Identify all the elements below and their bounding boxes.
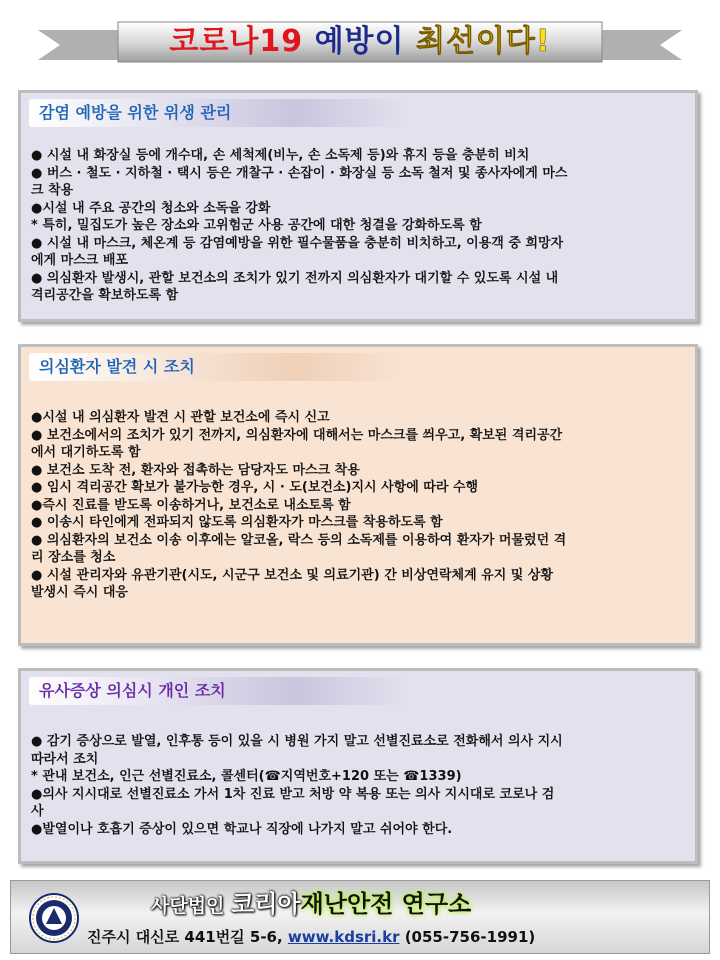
section-line: ●시설 내 의심환자 발견 시 관할 보건소에 즉시 신고 — [31, 410, 330, 425]
section-line: ● 시설 관리자와 유관기관(시도, 시군구 보건소 및 의료기관) 간 비상연락체계 유지 및 상황 — [31, 567, 554, 583]
kdsri-emblem-icon — [29, 893, 79, 943]
section-line: ●시설 내 주요 공간의 청소와 소독을 강화 — [31, 200, 271, 216]
title-banner — [38, 20, 682, 64]
section-line: ● 감기 증상으로 발열, 인후통 등이 있을 시 병원 가지 말고 선별진료소로 전화해서 의사 지시 — [31, 734, 563, 749]
org-name — [151, 887, 711, 921]
section-heading: 유사증상 의심시 개인 조치 — [29, 677, 409, 705]
section-line: ●즉시 진료를 받도록 이송하거나, 보건소로 내소토록 함 — [31, 497, 351, 513]
section-line: 리 장소를 청소 — [31, 550, 116, 565]
section-line: 에게 마스크 배포 — [31, 253, 128, 268]
section-line: ● 버스 · 철도 · 지하철 · 택시 등은 개찰구 · 손잡이 · 화장실 등 소독 철저 및 종사자에게 마스 — [31, 165, 568, 181]
org-rest: 재난안전 연구소 — [300, 890, 472, 918]
section-line: ● 보건소 도착 전, 환자와 접촉하는 담당자도 마스크 착용 — [31, 462, 360, 478]
section-line: 발생시 즉시 대응 — [31, 585, 128, 600]
website-link[interactable]: www.kdsri.kr — [287, 928, 400, 946]
section-line: ● 시설 내 화장실 등에 개수대, 손 세척제(비누, 손 소독제 등)와 휴지 등을 충분히 비치 — [31, 148, 530, 163]
section-line: ● 시설 내 마스크, 체온계 등 감염예방을 위한 필수물품을 충분히 비치하고, 이용객 중 희망자 — [31, 235, 564, 251]
section-heading: 감염 예방을 위한 위생 관리 — [29, 99, 409, 127]
section-line: ● 보건소에서의 조치가 있기 전까지, 의심환자에 대해서는 마스크를 씌우고, 확보된 격리공간 — [31, 427, 563, 443]
org-korea: 코리아 — [231, 890, 301, 918]
banner-title-part2: 예방이 — [303, 24, 416, 59]
section-line: 크 착용 — [31, 183, 74, 198]
banner-title — [38, 20, 682, 64]
org-prefix: 사단법인 — [151, 895, 232, 917]
contact-line — [87, 925, 535, 949]
section-line: ●의사 지시대로 선별진료소 가서 1차 진료 받고 처방 약 복용 또는 의사 지시대로 코로나 검 — [31, 786, 555, 802]
address-text: 진주시 대신로 441번길 5-6, — [87, 928, 288, 946]
section-lines — [31, 733, 687, 838]
section-line: ●발열이나 호흡기 증상이 있으면 학교나 직장에 나가지 말고 쉬어야 한다. — [31, 821, 453, 837]
section-lines — [31, 147, 687, 305]
section-line: 에서 대기하도록 함 — [31, 445, 141, 460]
section-lines — [31, 409, 687, 602]
section-hygiene — [18, 90, 698, 322]
section-line: ● 의심환자의 보건소 이송 이후에는 알코올, 락스 등의 소독제를 이용하여 환자가 머물렀던 격 — [31, 532, 567, 548]
section-suspected-patient — [18, 344, 698, 646]
phone-text: (055-756-1991) — [399, 928, 536, 946]
section-line: ● 의심환자 발생시, 관할 보건소의 조치가 있기 전까지 의심환자가 대기할 수 있도록 시설 내 — [31, 270, 559, 286]
banner-title-part1: 코로나19 — [169, 24, 304, 59]
section-line: ● 임시 격리공간 확보가 불가능한 경우, 시 · 도(보건소)지시 사항에 따라 수행 — [31, 480, 479, 495]
section-line: 따라서 조치 — [31, 751, 99, 767]
footer — [10, 880, 710, 954]
section-line: 사 — [31, 804, 44, 819]
section-line: * 관내 보건소, 인근 선별진료소, 콜센터(☎지역번호+120 또는 ☎1339) — [31, 769, 462, 784]
section-heading: 의심환자 발견 시 조치 — [29, 353, 409, 381]
section-line: ● 이송시 타인에게 전파되지 않도록 의심환자가 마스크를 착용하도록 함 — [31, 515, 443, 530]
section-personal-action — [18, 668, 698, 864]
banner-title-part3: 최선이다! — [415, 24, 551, 59]
section-line: 격리공간을 확보하도록 함 — [31, 288, 179, 303]
section-line: * 특히, 밀집도가 높은 장소와 고위험군 사용 공간에 대한 청결을 강화하도록 함 — [31, 218, 482, 233]
